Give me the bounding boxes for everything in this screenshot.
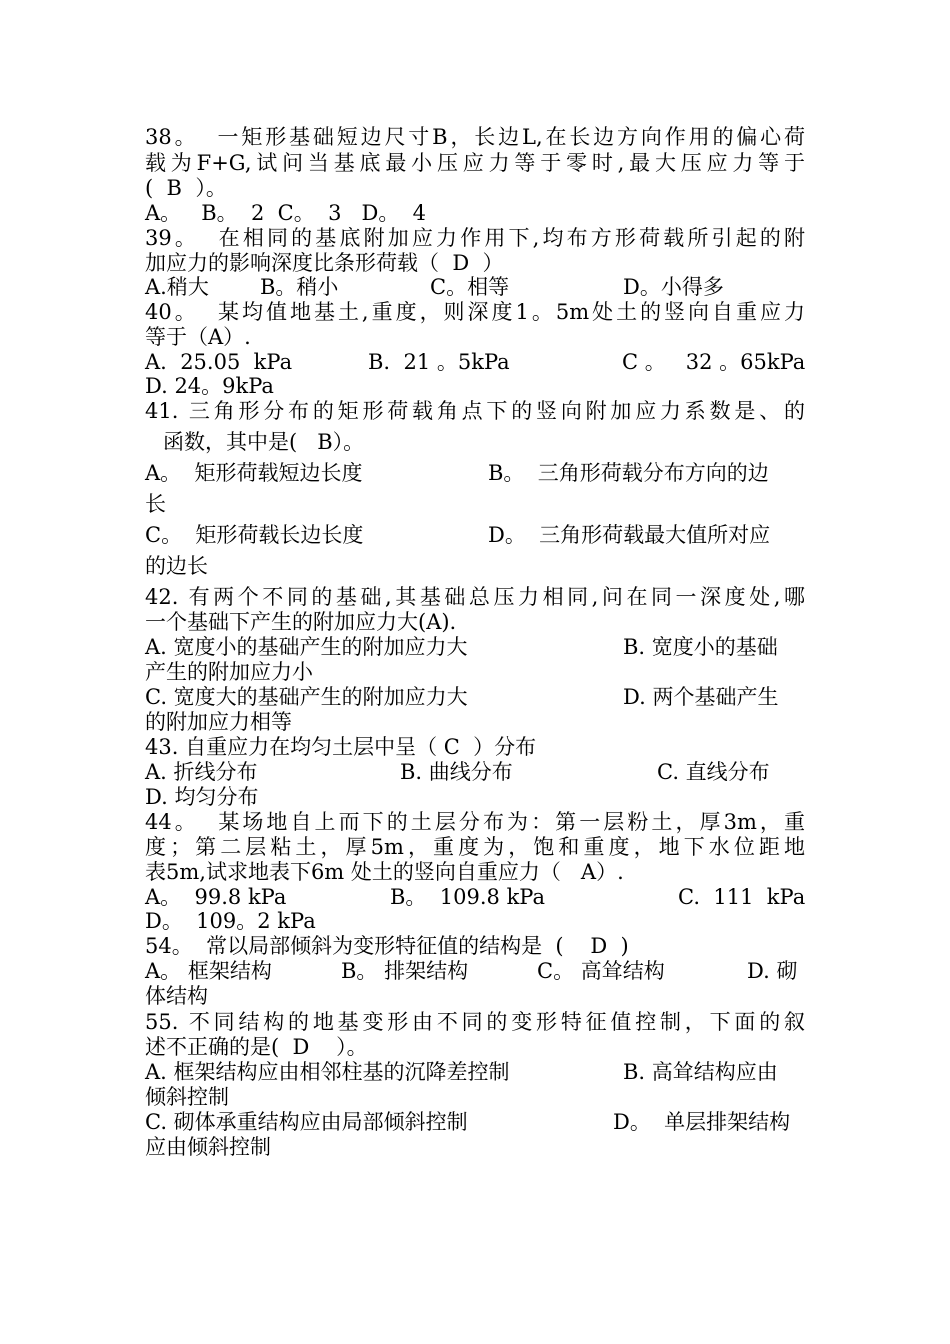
q42-options-ab [145, 634, 805, 660]
q41-line-2: 函数，其中是( B）。 [163, 430, 365, 454]
q42-option-c: C. 宽度大的基础产生的附加应力大 [145, 685, 468, 709]
q38-line-1: 38。 一矩形基础短边尺寸B，长边L,在长边方向作用的偏心荷 [145, 125, 805, 149]
q41-option-d: D。 三角形荷载最大值所对应 [488, 523, 771, 547]
q42-line-1: 42. 有两个不同的基础,其基础总压力相同,问在同一深度处,哪 [145, 585, 805, 609]
q43-option-a: A. 折线分布 [145, 760, 258, 784]
q42-option-b-cont: 产生的附加应力小 [145, 660, 313, 684]
q40-option-c: C 。 32 。65kPa [622, 350, 806, 374]
q43-line-1: 43. 自重应力在均匀土层中呈（ C ）分布 [145, 735, 537, 759]
q44-line-3: 表5m,试求地表下6m 处土的竖向自重应力（ A）. [145, 860, 624, 884]
q54-option-c: C。 高耸结构 [537, 959, 665, 983]
q44-option-a: A。 99.8 kPa [145, 885, 287, 909]
q44-options [145, 884, 805, 910]
q44-line-1: 44。 某场地自上而下的土层分布为：第一层粉土，厚3m，重 [145, 810, 805, 834]
q41-line-1: 41. 三角形分布的矩形荷载角点下的竖向附加应力系数是、的 [145, 399, 805, 423]
q40-option-b: B. 21 。5kPa [368, 350, 510, 374]
q39-option-a: A.稍大 [145, 275, 209, 299]
q55-option-a: A. 框架结构应由相邻柱基的沉降差控制 [145, 1060, 510, 1084]
q55-option-d-cont: 应由倾斜控制 [145, 1135, 271, 1159]
q40-line-1: 40。 某均值地基土,重度，则深度1。5m处土的竖向自重应力 [145, 300, 805, 324]
q39-option-c: C。相等 [430, 275, 510, 299]
q44-option-d: D。 109。2 kPa [145, 909, 316, 933]
q42-options-cd [145, 684, 805, 710]
q38-line-3: ( B ）。 [145, 176, 227, 200]
q55-line-2: 述不正确的是( D ）。 [145, 1035, 368, 1059]
q38-options: A。 B。 2 C。 3 D。 4 [145, 201, 427, 225]
q54-line-1: 54。 常以局部倾斜为变形特征值的结构是 ( D ) [145, 934, 629, 958]
q54-option-d-cont: 体结构 [145, 984, 208, 1008]
q42-line-2: 一个基础下产生的附加应力大(A). [145, 610, 457, 634]
q54-option-a: A。 框架结构 [145, 959, 272, 983]
q41-option-b-cont: 长 [145, 492, 166, 516]
q39-option-b: B。稍小 [260, 275, 339, 299]
q41-option-c: C。 矩形荷载长边长度 [145, 523, 364, 547]
q39-options [145, 274, 805, 300]
q43-option-c: C. 直线分布 [657, 760, 770, 784]
q42-option-d: D. 两个基础产生 [623, 685, 779, 709]
q39-line-1: 39。 在相同的基底附加应力作用下,均布方形荷载所引起的附 [145, 226, 805, 250]
q44-option-c: C. 111 kPa [678, 885, 806, 909]
q39-line-2: 加应力的影响深度比条形荷载（ D ） [145, 251, 504, 275]
q38-line-2: 载为F+G,试问当基底最小压应力等于零时,最大压应力等于 [145, 151, 805, 175]
q54-option-b: B。 排架结构 [341, 959, 469, 983]
q55-options-cd [145, 1109, 805, 1135]
q43-option-d: D. 均匀分布 [145, 785, 259, 809]
q55-option-b-cont: 倾斜控制 [145, 1085, 229, 1109]
q55-options-ab [145, 1059, 805, 1085]
q40-options [145, 349, 805, 375]
q42-option-b: B. 宽度小的基础 [623, 635, 778, 659]
q55-option-c: C. 砌体承重结构应由局部倾斜控制 [145, 1110, 468, 1134]
q54-options [145, 958, 805, 984]
q55-option-d: D。 单层排架结构 [613, 1110, 791, 1134]
q42-option-a: A. 宽度小的基础产生的附加应力大 [145, 635, 468, 659]
q55-line-1: 55. 不同结构的地基变形由不同的变形特征值控制，下面的叙 [145, 1010, 805, 1034]
q41-option-d-cont: 的边长 [145, 554, 208, 578]
q40-option-d: D. 24。9kPa [145, 374, 274, 398]
q41-options-cd [145, 522, 805, 548]
q40-line-2: 等于（A）. [145, 325, 251, 349]
q55-option-b: B. 高耸结构应由 [623, 1060, 778, 1084]
q41-option-b: B。 三角形荷载分布方向的边 [488, 461, 769, 485]
q44-option-b: B。 109.8 kPa [390, 885, 546, 909]
q43-option-b: B. 曲线分布 [400, 760, 513, 784]
q43-options [145, 759, 805, 785]
q42-option-d-cont: 的附加应力相等 [145, 710, 292, 734]
q40-option-a: A. 25.05 kPa [145, 350, 293, 374]
q44-line-2: 度；第二层粘土，厚5m，重度为，饱和重度，地下水位距地 [145, 835, 805, 859]
q41-option-a: A。 矩形荷载短边长度 [145, 461, 363, 485]
q54-option-d: D. 砌 [747, 959, 798, 983]
q39-option-d: D。小得多 [623, 275, 724, 299]
q41-options-ab [145, 460, 805, 486]
